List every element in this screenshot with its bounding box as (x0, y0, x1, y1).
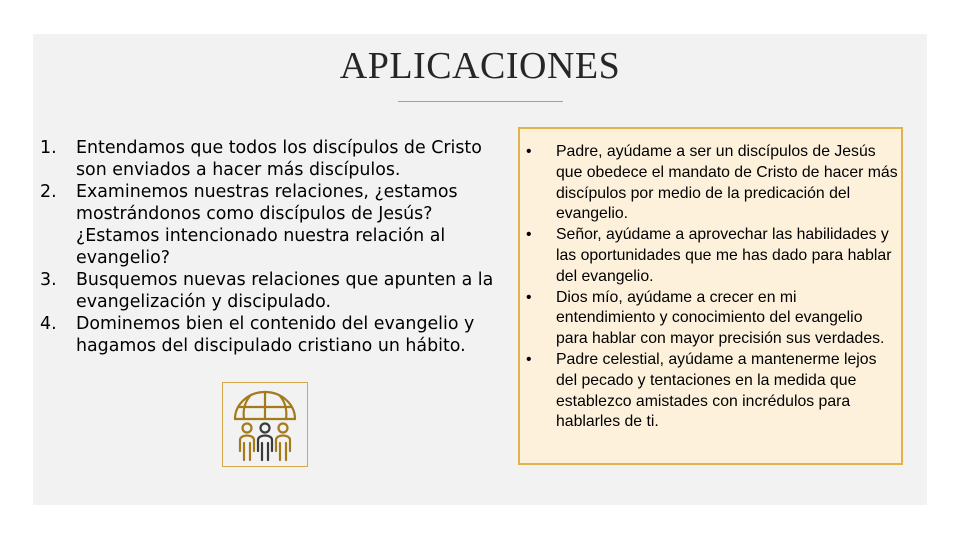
list-item (40, 137, 500, 181)
list-number: 4. (40, 314, 57, 334)
prayer-text: Señor, ayúdame a aprovechar las habilidades y las oportunidades que me has dado para hablar del evangelio. (556, 226, 892, 285)
prayer-list (526, 142, 898, 433)
list-item-text: Entendamos que todos los discípulos de Cristo son enviados a hacer más discípulos. (76, 138, 482, 180)
icon-frame (222, 382, 308, 467)
list-item (40, 313, 500, 357)
list-item (40, 269, 500, 313)
prayer-text: Padre, ayúdame a ser un discípulos de Jesús que obedece el mandato de Cristo de hacer más discípulos por medio de la predicación del evangelio. (556, 143, 898, 223)
list-number: 2. (40, 182, 57, 202)
bullet: • (526, 350, 532, 368)
prayer-box (518, 127, 903, 465)
title-underline (398, 101, 563, 102)
slide-title: APLICACIONES (339, 45, 621, 87)
list-item (40, 181, 500, 269)
prayer-item (526, 142, 898, 225)
bullet: • (526, 288, 532, 306)
prayer-item (526, 350, 898, 433)
list-item-text: Examinemos nuestras relaciones, ¿estamos mostrándonos como discípulos de Jesús? ¿Estamos intencionado nuestra relación al evangelio? (76, 182, 458, 268)
prayer-text: Padre celestial, ayúdame a mantenerme lejos del pecado y tentaciones en la medida que establezco amistades con incrédulos para hablarles de ti. (556, 350, 877, 431)
applications-list (40, 137, 500, 357)
list-number: 1. (40, 138, 57, 158)
prayer-text: Dios mío, ayúdame a crecer en mi entendimiento y conocimiento del evangelio para hablar con mayor precisión sus verdades. (556, 288, 885, 348)
bullet: • (526, 226, 532, 244)
globe-people-icon (223, 383, 307, 466)
list-item-text: Busquemos nuevas relaciones que apunten a la evangelización y discipulado. (76, 270, 494, 312)
prayer-item (526, 225, 898, 287)
list-item-text: Dominemos bien el contenido del evangelio y hagamos del discipulado cristiano un hábito. (76, 314, 475, 356)
prayer-item (526, 288, 898, 350)
bullet: • (526, 143, 532, 160)
list-number: 3. (40, 270, 57, 290)
